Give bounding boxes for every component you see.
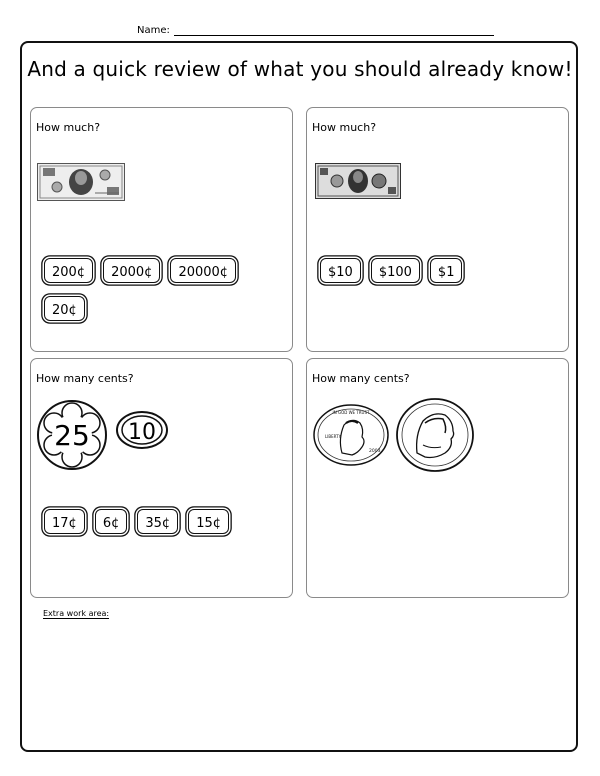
question-panel-2 (306, 107, 569, 352)
question-prompt: How much? (36, 121, 101, 134)
twenty-dollar-bill-image (37, 163, 125, 201)
answer-option[interactable] (103, 258, 160, 283)
answer-option[interactable] (320, 258, 361, 283)
answer-option[interactable] (95, 509, 128, 534)
dime-value: 10 (128, 420, 156, 445)
answer-option[interactable] (430, 258, 463, 283)
quarter-value: 25 (54, 419, 90, 452)
question-panel-4 (306, 358, 569, 598)
quarter-coin-image (36, 399, 108, 471)
penny-coin-image (312, 403, 390, 467)
answer-option-label: 6¢ (102, 516, 120, 531)
penny-year: 2003 (369, 449, 381, 454)
page-title: And a quick review of what you should already know! (27, 57, 573, 81)
answer-option-label: $1 (437, 265, 455, 280)
answer-option-label: 17¢ (52, 516, 77, 531)
penny-motto: IN GOD WE TRUST (332, 410, 370, 415)
question-panel-1 (30, 107, 293, 352)
question-prompt: How many cents? (36, 372, 134, 385)
extra-work-label: Extra work area: (43, 609, 110, 618)
answer-option-label: 35¢ (145, 516, 171, 531)
answer-option-label: 200¢ (52, 265, 86, 280)
question-panel-3 (30, 358, 293, 598)
answer-option[interactable] (137, 509, 178, 534)
question-prompt: How many cents? (312, 372, 410, 385)
answer-option[interactable] (188, 509, 229, 534)
answer-option[interactable] (371, 258, 420, 283)
name-label: Name: (137, 25, 170, 36)
one-dollar-bill-image (315, 163, 401, 199)
answer-option-label: 20¢ (52, 303, 77, 318)
nickel-coin-image (395, 397, 475, 473)
answer-option-label: 2000¢ (111, 265, 153, 280)
answer-option[interactable] (44, 258, 93, 283)
name-field[interactable] (174, 35, 494, 36)
dime-coin-image (115, 410, 169, 450)
answer-option-label: 20000¢ (178, 265, 229, 280)
answer-option-label: $10 (328, 265, 353, 280)
answer-option[interactable] (44, 296, 85, 321)
question-prompt: How much? (312, 121, 377, 134)
penny-liberty: LIBERTY (325, 434, 342, 439)
answer-option-label: 15¢ (196, 516, 222, 531)
answer-option[interactable] (170, 258, 236, 283)
answer-option[interactable] (44, 509, 85, 534)
answer-option-label: $100 (378, 265, 412, 280)
